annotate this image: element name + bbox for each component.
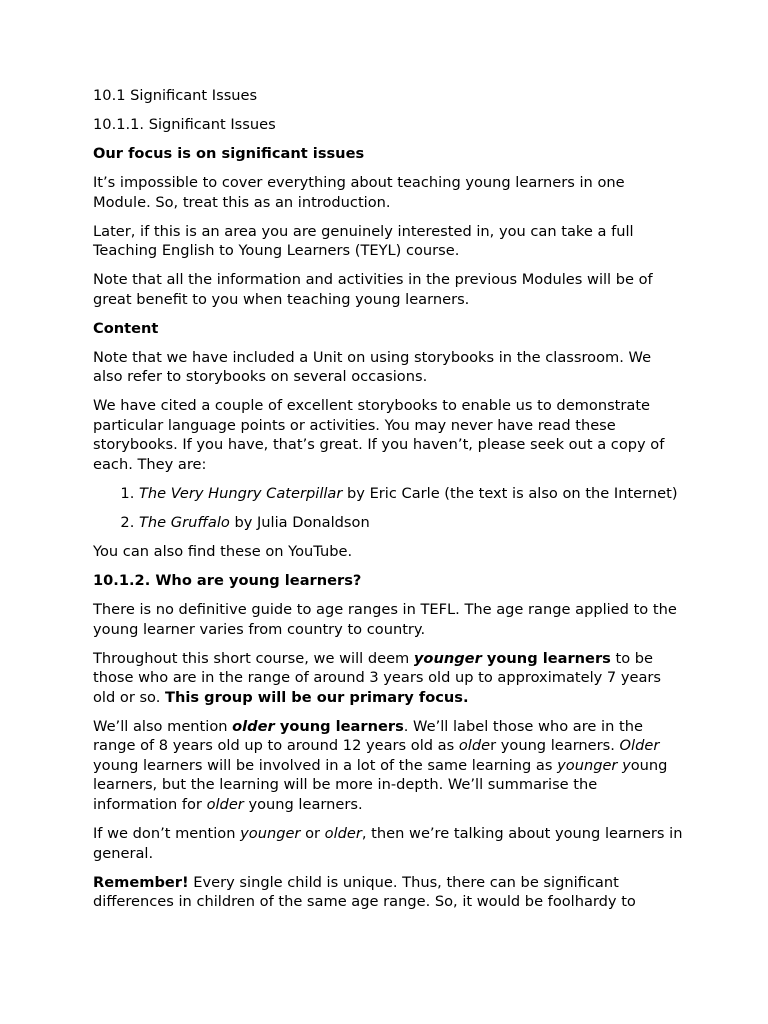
text-span: r young learners. [490, 737, 620, 755]
text-span: Throughout this short course, we will deem [93, 649, 414, 667]
text-span: We’ll also mention [93, 717, 233, 735]
text-span: young learners. [243, 796, 363, 814]
paragraph-cited: We have cited a couple of excellent storybooks to enable us to demonstrate particular language points or activities. You may never have read these storybooks. If you have, that’s great. If you haven’t, please seek out a copy of each. They are: [93, 397, 665, 474]
section-heading: 10.1 Significant Issues [93, 87, 258, 104]
paragraph-younger [93, 649, 683, 708]
text-span: If we don’t mention [93, 825, 241, 843]
book-title: The Very Hungry Caterpillar [139, 485, 343, 503]
paragraph-general [93, 824, 683, 863]
book-title: The Gruffalo [139, 514, 230, 531]
paragraph-older [93, 717, 683, 815]
text-span: or [300, 825, 325, 843]
text-span: to be those who are in the range of around 3 years old up to approximately 7 years old or so. [93, 649, 662, 706]
subsection-heading: 10.1.1. Significant Issues [93, 115, 276, 133]
emphasis-young-learners: young learners [481, 649, 611, 667]
paragraph-note-info: Note that all the information and activities in the previous Modules will be of great benefit to you when teaching young learners. [93, 271, 653, 308]
italic-span: Older [619, 737, 660, 755]
text-span: , then we’re talking about young learners in general. [93, 825, 683, 862]
emphasis-older: older [232, 717, 275, 735]
italic-span: younger [240, 825, 301, 843]
storybook-list [93, 484, 683, 533]
text-span: oung learners, but the learning will be more in-depth. We’ll summarise the information for [93, 756, 668, 814]
paragraph-impossible: It’s impossible to cover everything about teaching young learners in one Module. So, treat this as an introduction. [93, 173, 625, 211]
book-author: by Eric Carle (the text is also on the Internet) [342, 485, 678, 503]
paragraph-youtube: You can also find these on YouTube. [93, 542, 353, 560]
who-heading: 10.1.2. Who are young learners? [93, 571, 362, 589]
text-span: young learners will be involved in a lot of the same learning as [93, 756, 558, 774]
paragraph-later: Later, if this is an area you are genuinely interested in, you can take a full Teaching English to Young Learners (TEYL) course. [93, 222, 634, 260]
remember-label: Remember! [93, 873, 189, 891]
paragraph-storybooks-unit: Note that we have included a Unit on using storybooks in the classroom. We also refer to storybooks on several occasions. [93, 348, 652, 386]
emphasis-young-learners: young learners [274, 717, 404, 735]
book-author: by Julia Donaldson [229, 514, 370, 531]
emphasis-primary-focus: This group will be our primary focus. [165, 688, 469, 706]
emphasis-younger: younger [413, 649, 482, 667]
italic-span: older [206, 796, 244, 814]
italic-span: younger y [557, 756, 631, 774]
content-heading: Content [93, 319, 159, 337]
italic-span: olde [458, 737, 491, 755]
italic-span: older [324, 825, 362, 843]
paragraph-no-guide: There is no definitive guide to age ranges in TEFL. The age range applied to the young learner varies from country to country. [93, 600, 677, 638]
text-span: Every single child is unique. Thus, there can be significant differences in children of the same age range. So, it would be foolhardy to [93, 873, 636, 911]
paragraph-remember [93, 873, 683, 912]
document-page [93, 86, 683, 921]
text-span: . We’ll label those who are in the range of 8 years old up to around 12 years old as [93, 717, 643, 755]
list-item [139, 513, 683, 533]
focus-heading: Our focus is on significant issues [93, 144, 365, 162]
list-item [139, 484, 683, 504]
